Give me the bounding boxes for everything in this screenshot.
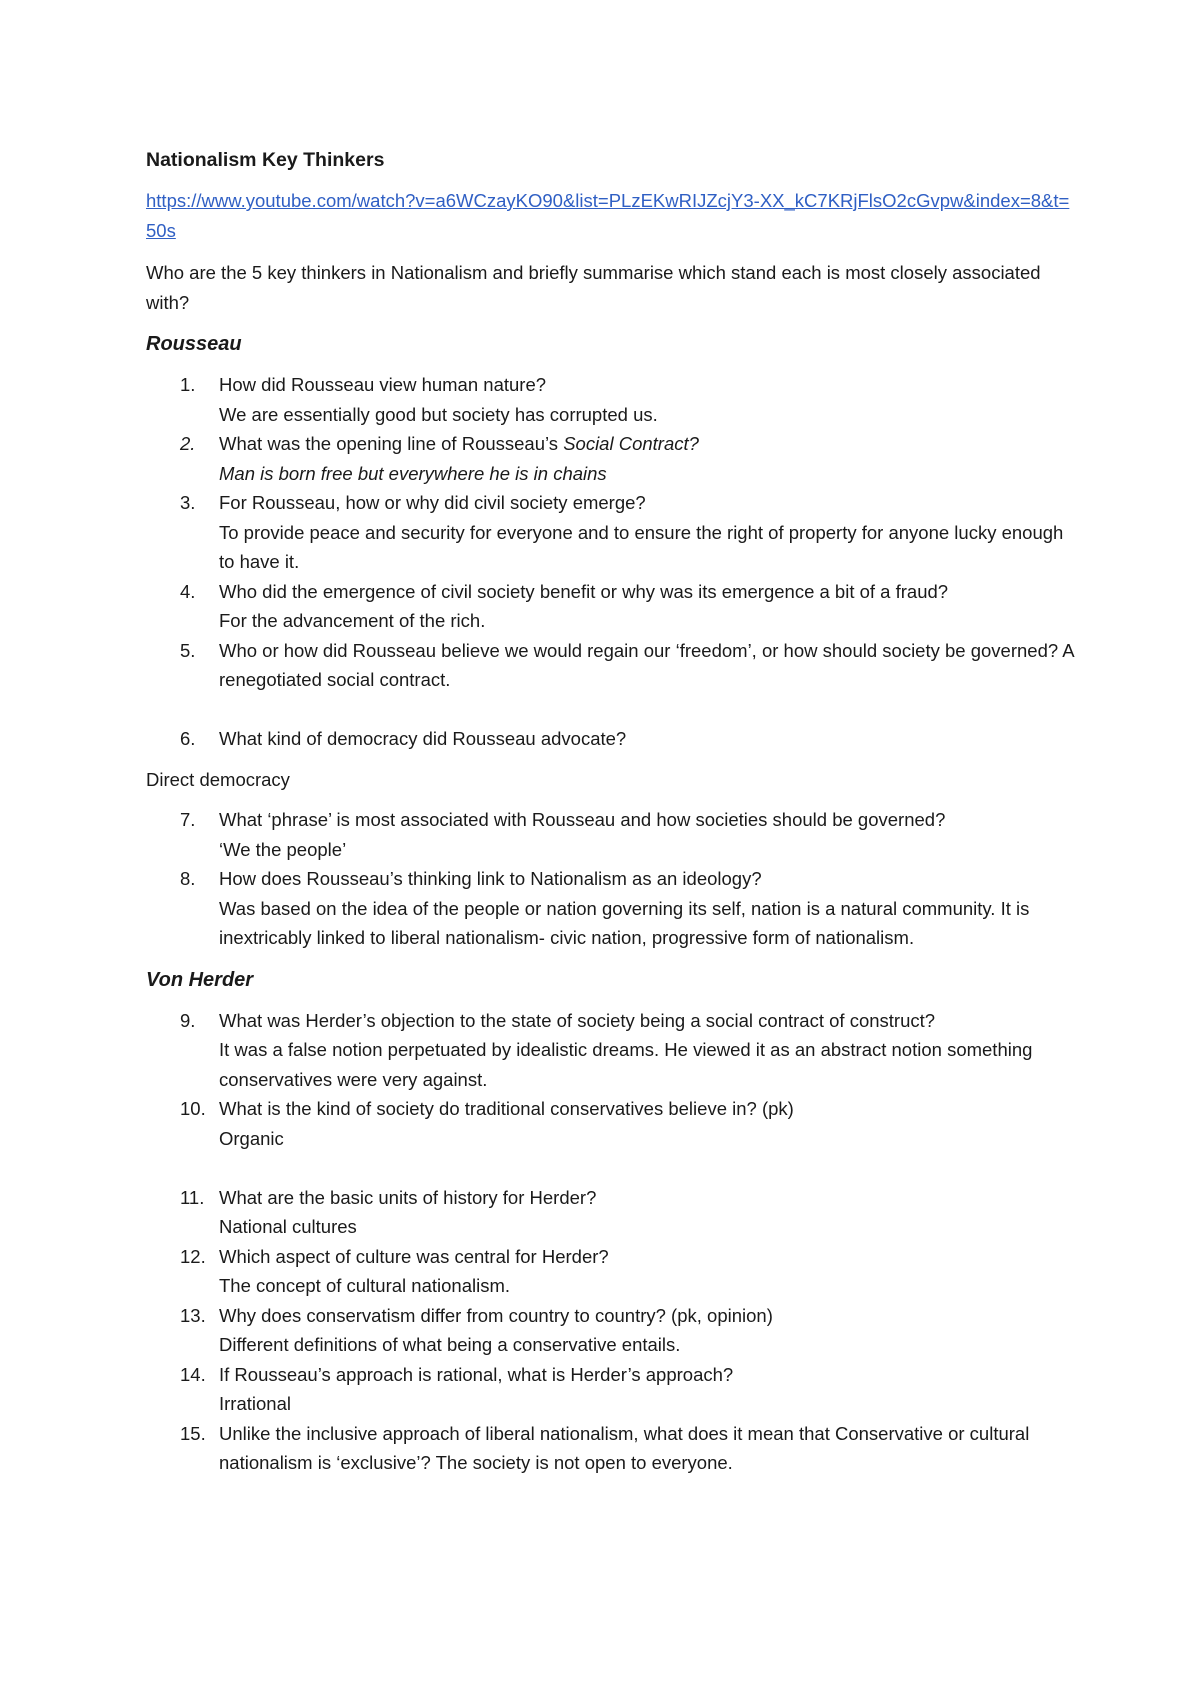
list-item <box>146 636 1076 695</box>
section-heading-rousseau: Rousseau <box>146 333 242 355</box>
question-number: 8. <box>180 868 196 889</box>
answer-text: For the advancement of the rich. <box>219 610 486 631</box>
question-number: 10. <box>180 1098 206 1119</box>
question-number: 2. <box>180 433 196 454</box>
list-item <box>146 864 1076 953</box>
blank-line <box>146 695 1076 725</box>
list-item <box>146 577 1076 636</box>
answer-text: Man is born free but everywhere he is in chains <box>219 462 607 484</box>
question-number: 11. <box>180 1186 205 1208</box>
question-number: 15. <box>180 1422 206 1444</box>
rousseau-question-list-continued <box>146 805 1076 953</box>
list-item <box>146 370 1076 429</box>
answer-text: It was a false notion perpetuated by idealistic dreams. He viewed it as an abstract notion something conservatives were very against. <box>219 1039 1033 1090</box>
list-item <box>146 724 1076 754</box>
list-item <box>146 1242 1076 1301</box>
question-number: 6. <box>180 728 196 749</box>
answer-text: Was based on the idea of the people or nation governing its self, nation is a natural community. It is inextricably linked to liberal nationalism- civic nation, progressive form of nationalism. <box>219 897 1030 948</box>
list-item <box>146 805 1076 864</box>
question-text: What are the basic units of history for Herder? <box>219 1186 597 1208</box>
section-heading-von-herder: Von Herder <box>146 968 254 991</box>
question-text: Why does conservatism differ from country to country? (pk, opinion) <box>219 1304 773 1326</box>
question-text: If Rousseau’s approach is rational, what is Herder’s approach? <box>219 1363 734 1385</box>
list-item <box>146 429 1076 488</box>
question-number: 14. <box>180 1363 206 1385</box>
question-number: 9. <box>180 1009 196 1031</box>
rousseau-question-list <box>146 370 1076 754</box>
question-number: 13. <box>180 1304 206 1326</box>
herder-question-list <box>146 1006 1076 1478</box>
question-text-italic: Social Contract? <box>563 433 699 454</box>
document-title: Nationalism Key Thinkers <box>146 149 385 171</box>
answer-text: To provide peace and security for everyone and to ensure the right of property for anyone lucky enough to have it. <box>219 521 1064 572</box>
question-text: Who or how did Rousseau believe we would regain our ‘freedom’, or how should society be governed? A renegotiated social contract. <box>219 639 1074 690</box>
answer-text: The concept of cultural nationalism. <box>219 1275 511 1296</box>
question-number: 5. <box>180 639 196 661</box>
question-text: What is the kind of society do traditional conservatives believe in? (pk) <box>219 1098 794 1119</box>
question-number: 12. <box>180 1245 206 1267</box>
question-number: 1. <box>180 374 196 395</box>
question-text: How does Rousseau’s thinking link to Nationalism as an ideology? <box>219 868 762 889</box>
question-number: 4. <box>180 580 196 602</box>
list-item <box>146 1183 1076 1242</box>
list-item <box>146 488 1076 577</box>
question-number: 3. <box>180 492 196 513</box>
answer-text: Organic <box>219 1127 284 1149</box>
question-text: Unlike the inclusive approach of liberal nationalism, what does it mean that Conservative or cultural nationalism is ‘exclusive’? The society is not open to everyone. <box>219 1422 1030 1473</box>
list-item <box>146 1006 1076 1095</box>
question-text: What ‘phrase’ is most associated with Rousseau and how societies should be governed? <box>219 809 946 830</box>
answer-text: National cultures <box>219 1216 357 1237</box>
list-item <box>146 1301 1076 1360</box>
question-text: What was the opening line of Rousseau’s <box>219 433 564 454</box>
question-number: 7. <box>180 809 196 830</box>
document-page <box>146 146 1076 1478</box>
answer-text: We are essentially good but society has corrupted us. <box>219 403 658 425</box>
video-link[interactable]: https://www.youtube.com/watch?v=a6WCzayKO90&list=PLzEKwRIJZcjY3-XX_kC7KRjFlsO2cGvpw&index=8&t=50s <box>146 190 1070 241</box>
question-text: Who did the emergence of civil society benefit or why was its emergence a bit of a fraud? <box>219 580 949 602</box>
question-text: What was Herder’s objection to the state of society being a social contract of construct? <box>219 1009 936 1031</box>
list-item <box>146 1419 1076 1478</box>
answer-text: ‘We the people’ <box>219 838 347 860</box>
question-text: For Rousseau, how or why did civil society emerge? <box>219 492 646 513</box>
answer-text: Different definitions of what being a conservative entails. <box>219 1334 681 1355</box>
question-text: How did Rousseau view human nature? <box>219 374 547 395</box>
question-text: What kind of democracy did Rousseau advocate? <box>219 728 627 749</box>
answer-text: Irrational <box>219 1393 291 1414</box>
list-item <box>146 1094 1076 1153</box>
list-item <box>146 1360 1076 1419</box>
question-text: Which aspect of culture was central for Herder? <box>219 1245 609 1267</box>
blank-line <box>146 1153 1076 1183</box>
answer-direct-democracy: Direct democracy <box>146 768 290 790</box>
intro-question: Who are the 5 key thinkers in Nationalism and briefly summarise which stand each is most closely associated with? <box>146 262 1041 313</box>
